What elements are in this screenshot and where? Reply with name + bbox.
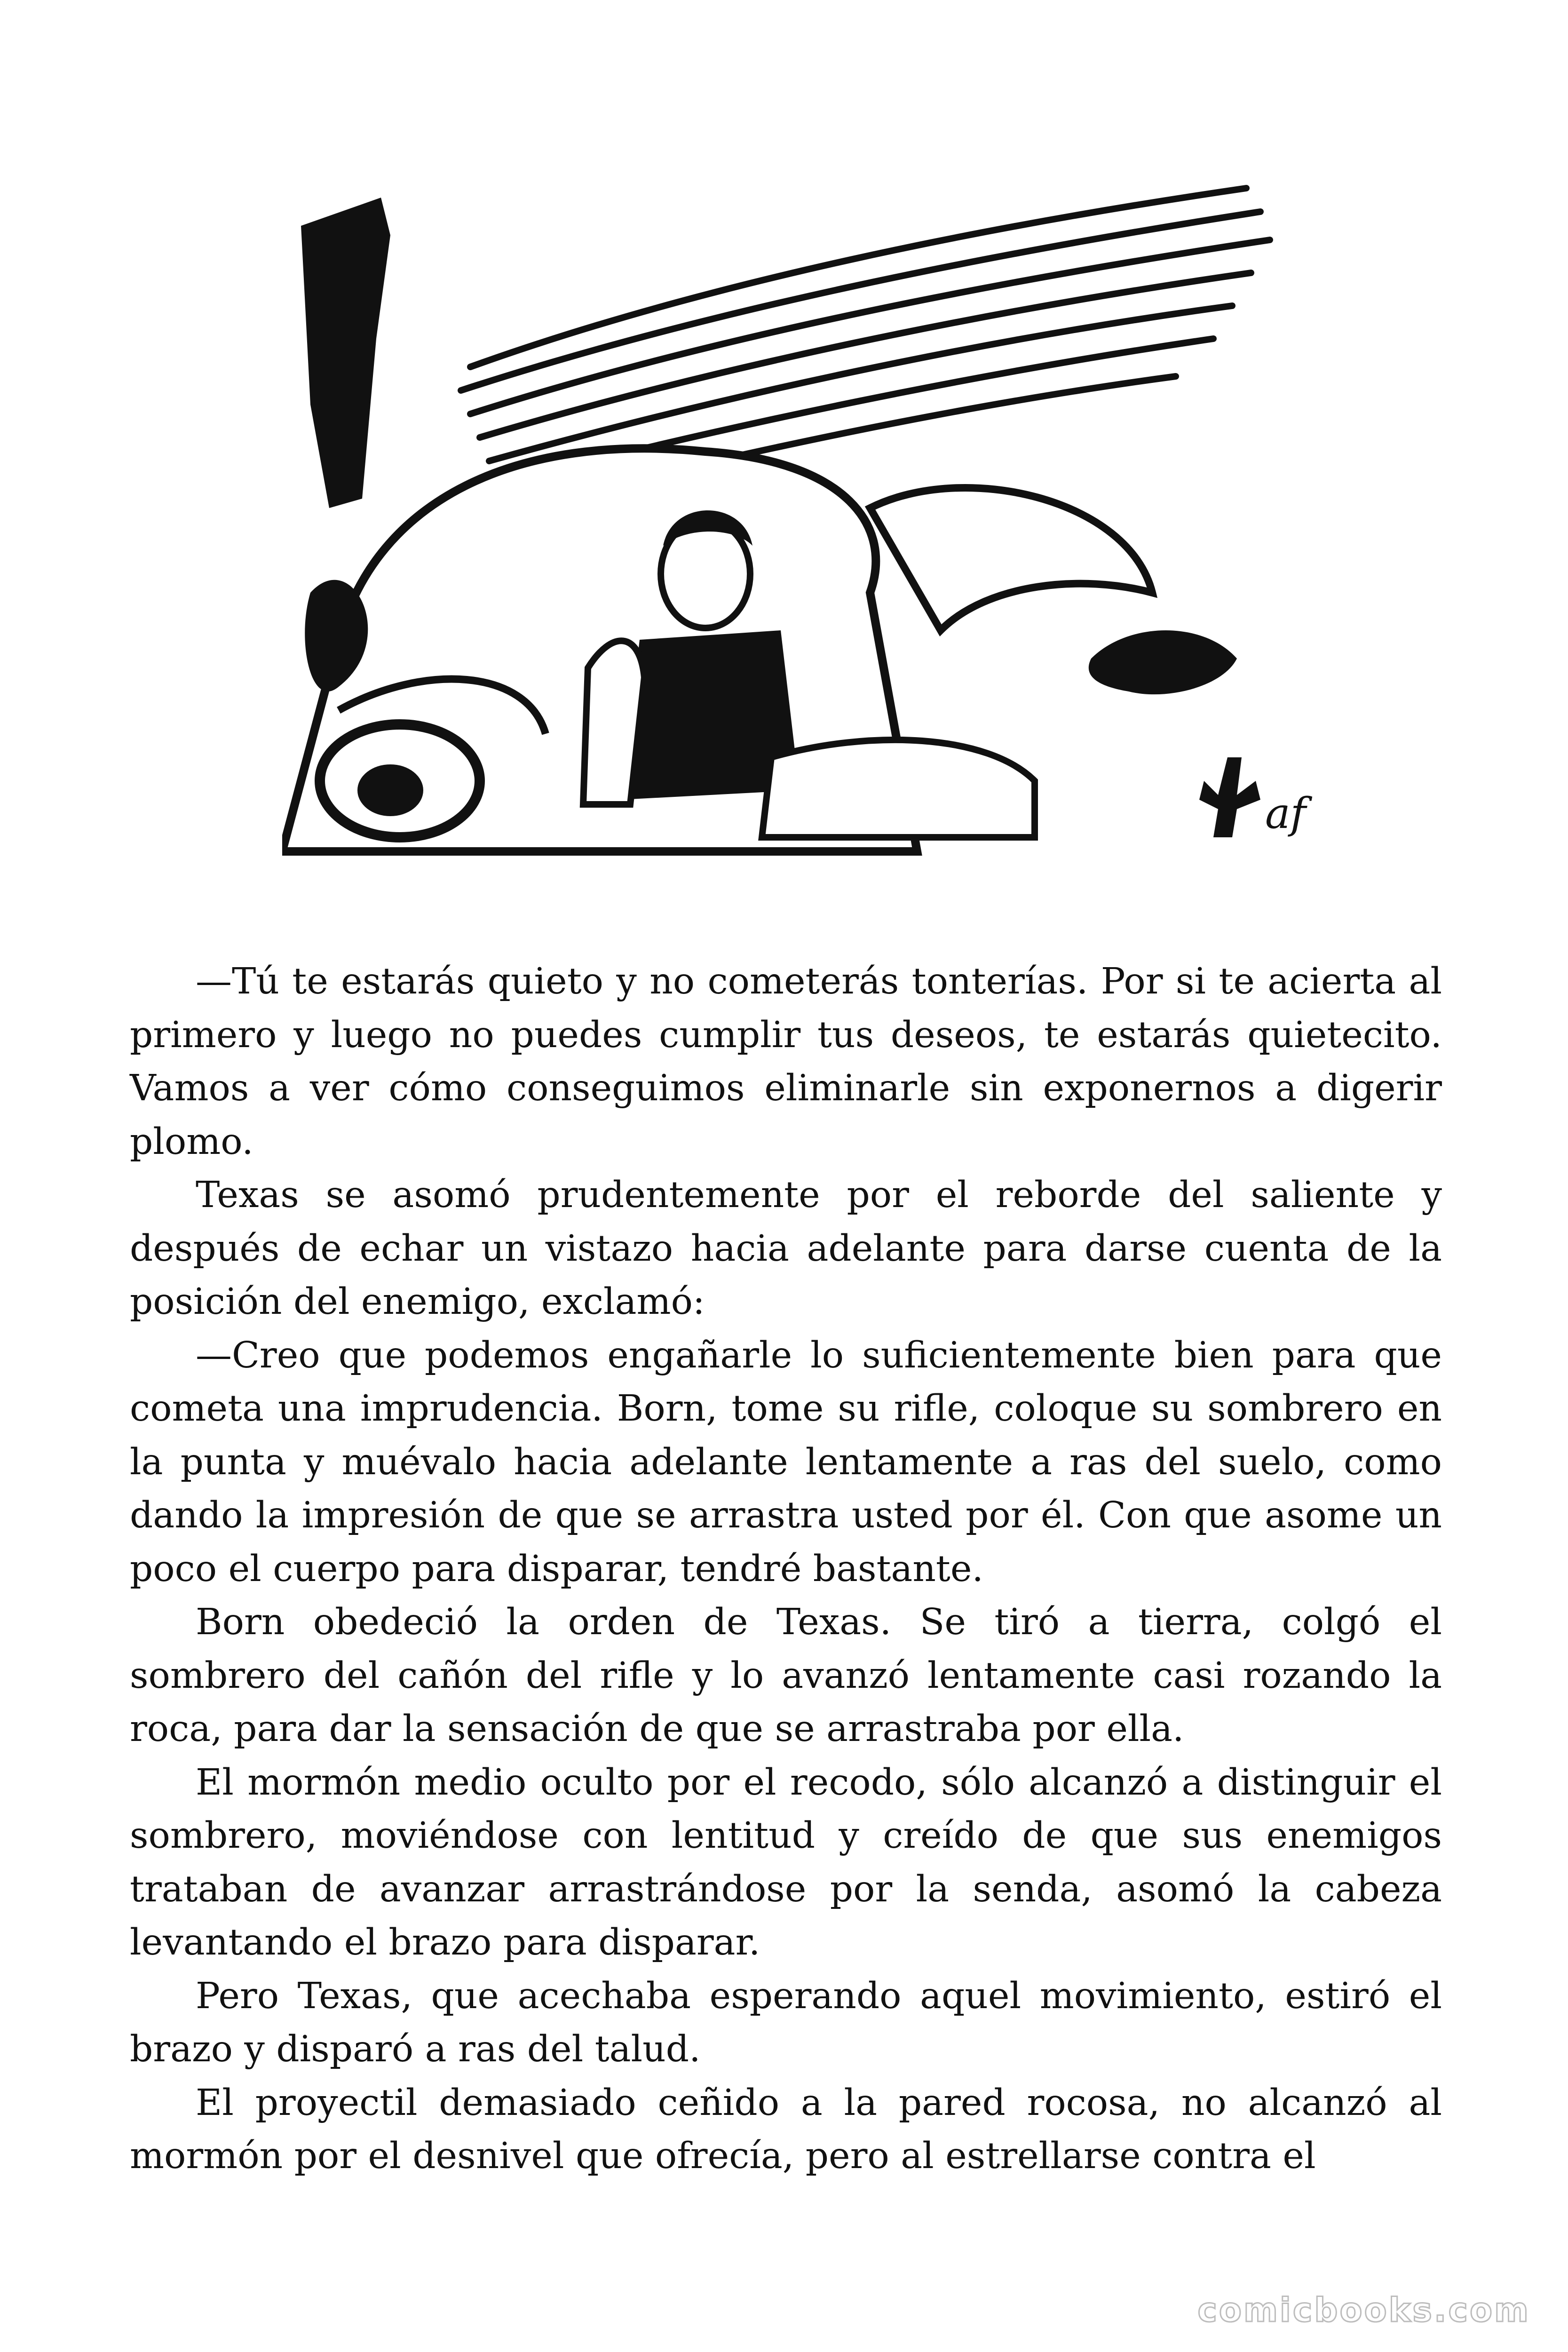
paragraph: —Creo que podemos engañarle lo suficientemente bien para que cometa una imprudencia. Born, tome su rifle, coloque su sombrero en la punta y muévalo hacia adelante lentamente a ras del suelo, como dando la impresión de que se arrastra usted por él. Con que asome un poco el cuerpo para disparar, tendré bastante. <box>130 1334 1442 1590</box>
svg-text:af: af <box>1265 789 1306 838</box>
paragraph: El proyectil demasiado ceñido a la pared rocosa, no alcanzó al mormón por el desnivel que ofrecía, pero al estrellarse contra el <box>130 2082 1442 2177</box>
paragraph: Texas se asomó prudentemente por el reborde del saliente y después de echar un vistazo hacia adelante para darse cuenta de la posición del enemigo, exclamó: <box>130 1174 1442 1323</box>
paragraph: —Tú te estarás quieto y no cometerás tonterías. Por si te acierta al primero y luego no puedes cumplir tus deseos, te estarás quietecito. Vamos a ver cómo conseguimos eliminarle sin exponernos a digerir plomo. <box>130 961 1442 1163</box>
story-text <box>130 955 1442 2183</box>
paragraph: Born obedeció la orden de Texas. Se tiró a tierra, colgó el sombrero del cañón del rifle y lo avanzó lentamente casi rozando la roca, para dar la sensación de que se arrastraba por ella. <box>130 1601 1442 1750</box>
watermark: comicbooks.com <box>1197 2291 1530 2329</box>
paragraph: Pero Texas, que acechaba esperando aquel movimiento, estiró el brazo y disparó a ras del talud. <box>130 1975 1442 2070</box>
cowboy-illustration <box>282 169 1340 898</box>
paragraph: El mormón medio oculto por el recodo, sólo alcanzó a distinguir el sombrero, moviéndose con lentitud y creído de que sus enemigos trataban de avanzar arrastrándose por la senda, asomó la cabeza levantando el brazo para disparar. <box>130 1761 1442 1963</box>
